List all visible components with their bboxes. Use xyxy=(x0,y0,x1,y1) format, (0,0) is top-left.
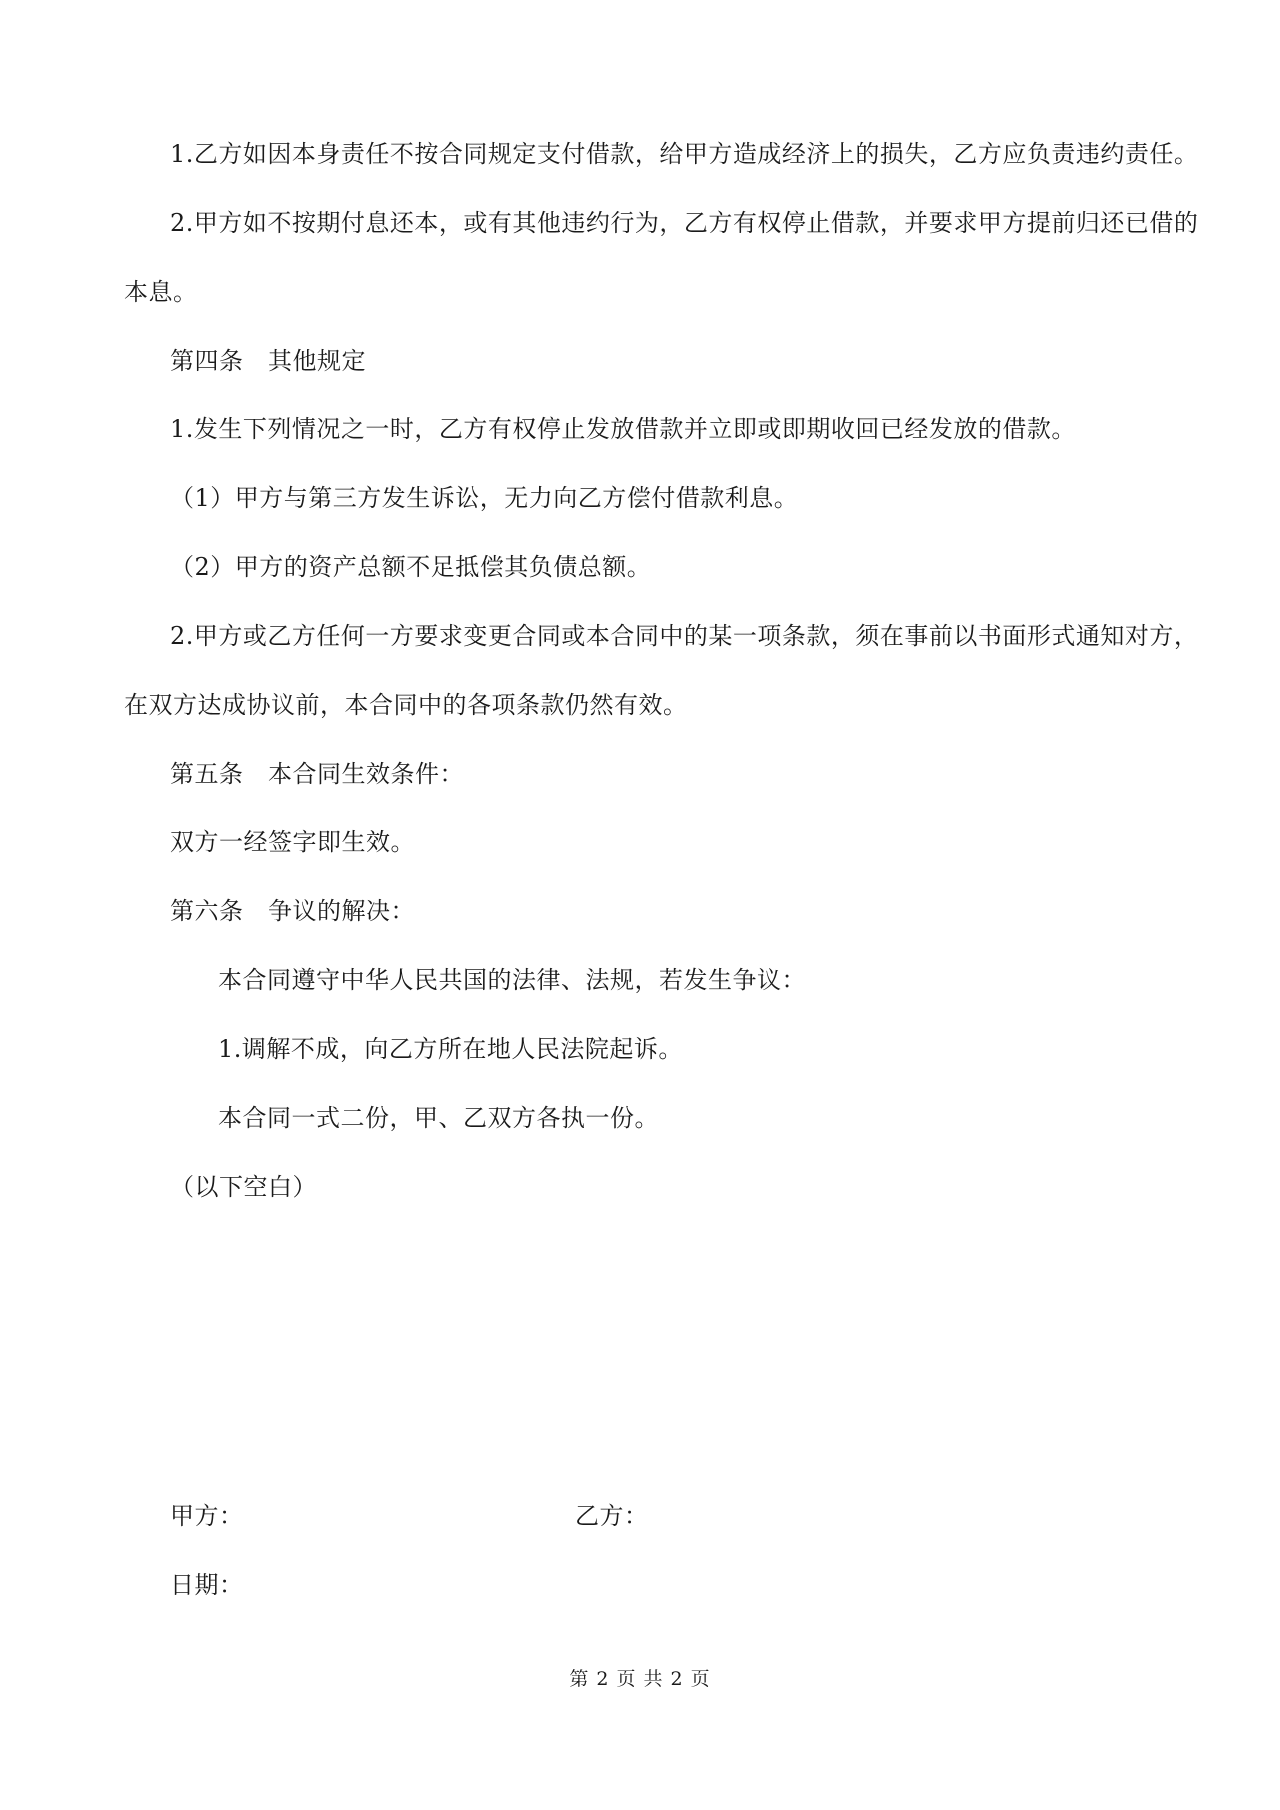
page-number-footer: 第 2 页 共 2 页 xyxy=(569,1668,711,1690)
date-label: 日期： xyxy=(170,1571,244,1599)
clause4-item1: 1.发生下列情况之一时，乙方有权停止发放借款并立即或即期收回已经发放的借款。 xyxy=(170,415,1076,443)
clause6-heading: 第六条 争议的解决： xyxy=(170,897,415,925)
party-a-label: 甲方： xyxy=(170,1502,244,1530)
clause5-text: 双方一经签字即生效。 xyxy=(170,828,415,856)
party-b-label: 乙方： xyxy=(575,1502,649,1530)
clause4-item2-line2: 在双方达成协议前，本合同中的各项条款仍然有效。 xyxy=(124,691,688,719)
blank-note: （以下空白） xyxy=(170,1173,317,1201)
clause4-heading: 第四条 其他规定 xyxy=(170,347,366,375)
clause5-heading: 第五条 本合同生效条件： xyxy=(170,760,464,788)
clause3-item2-line1: 2.甲方如不按期付息还本，或有其他违约行为，乙方有权停止借款，并要求甲方提前归还已借的 xyxy=(170,209,1199,237)
clause3-item2-line2: 本息。 xyxy=(124,278,198,306)
clause6-text1: 本合同遵守中华人民共国的法律、法规，若发生争议： xyxy=(218,966,806,994)
clause4-item2-line1: 2.甲方或乙方任何一方要求变更合同或本合同中的某一项条款，须在事前以书面形式通知对方， xyxy=(170,622,1199,650)
clause4-sub1: （1）甲方与第三方发生诉讼，无力向乙方偿付借款利息。 xyxy=(170,484,799,512)
clause3-item1: 1.乙方如因本身责任不按合同规定支付借款，给甲方造成经济上的损失，乙方应负责违约责任。 xyxy=(170,140,1199,168)
clause6-text2: 1.调解不成，向乙方所在地人民法院起诉。 xyxy=(218,1035,683,1063)
clause4-sub2: （2）甲方的资产总额不足抵偿其负债总额。 xyxy=(170,553,652,581)
clause6-text3: 本合同一式二份，甲、乙双方各执一份。 xyxy=(218,1104,659,1132)
